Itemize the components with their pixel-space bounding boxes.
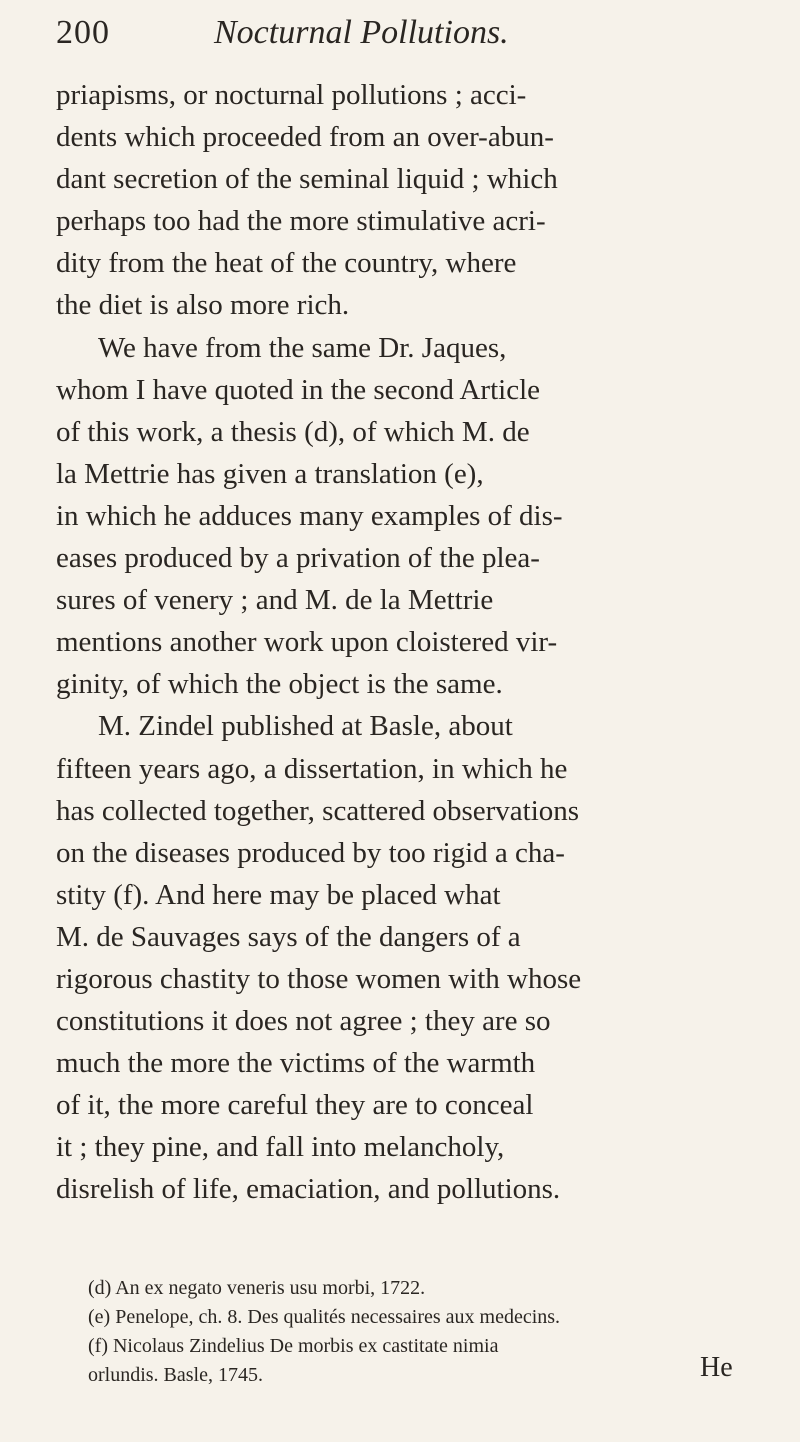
text-line: perhaps too had the more stimulative acri- — [56, 205, 546, 238]
footnote-f: (f) Nicolaus Zindelius De morbis ex castitate nimia — [88, 1335, 499, 1357]
text-line: priapisms, or nocturnal pollutions ; acci- — [56, 79, 527, 111]
text-line: dant secretion of the seminal liquid ; which — [56, 163, 558, 196]
text-line: disrelish of life, emaciation, and pollutions. — [56, 1173, 561, 1206]
text-line: it ; they pine, and fall into melancholy, — [56, 1131, 505, 1164]
text-line: much the more the victims of the warmth — [56, 1047, 536, 1080]
text-line: M. de Sauvages says of the dangers of a — [56, 920, 521, 953]
text-line: whom I have quoted in the second Article — [56, 373, 541, 406]
footnote-d: (d) An ex negato veneris usu morbi, 1722. — [88, 1277, 426, 1299]
page-number: 200 — [56, 14, 110, 51]
text-line: fifteen years ago, a dissertation, in which he — [56, 752, 568, 785]
text-line: of this work, a thesis (d), of which M. de — [56, 415, 530, 448]
text-line: dents which proceeded from an over-abun- — [56, 121, 554, 154]
text-line: We have from the same Dr. Jaques, — [98, 331, 507, 364]
text-line: sures of venery ; and M. de la Mettrie — [56, 584, 494, 617]
body-text — [56, 74, 756, 1211]
text-line: mentions another work upon cloistered vir- — [56, 626, 558, 659]
text-line: has collected together, scattered observations — [56, 794, 580, 827]
footnote-f-continued: orlundis. Basle, 1745. — [88, 1364, 263, 1386]
text-line: stity (f). And here may be placed what — [56, 878, 501, 911]
running-head — [56, 14, 746, 74]
text-line: rigorous chastity to those women with whose — [56, 962, 582, 995]
text-line: in which he adduces many examples of dis- — [56, 499, 563, 532]
text-line: the diet is also more rich. — [56, 289, 350, 322]
text-line: on the diseases produced by too rigid a cha- — [56, 836, 565, 869]
running-title: Nocturnal Pollutions. — [214, 14, 509, 51]
footnotes — [88, 1274, 748, 1390]
text-line: ginity, of which the object is the same. — [56, 668, 503, 701]
text-line: la Mettrie has given a translation (e), — [56, 457, 484, 490]
text-line: of it, the more careful they are to conceal — [56, 1089, 534, 1122]
text-line: constitutions it does not agree ; they are so — [56, 1005, 551, 1038]
text-line: eases produced by a privation of the plea- — [56, 542, 540, 575]
footnote-e: (e) Penelope, ch. 8. Des qualités necessaires aux medecins. — [88, 1306, 561, 1328]
text-line: dity from the heat of the country, where — [56, 247, 517, 280]
catchword: He — [700, 1352, 733, 1383]
text-line: M. Zindel published at Basle, about — [98, 710, 513, 743]
